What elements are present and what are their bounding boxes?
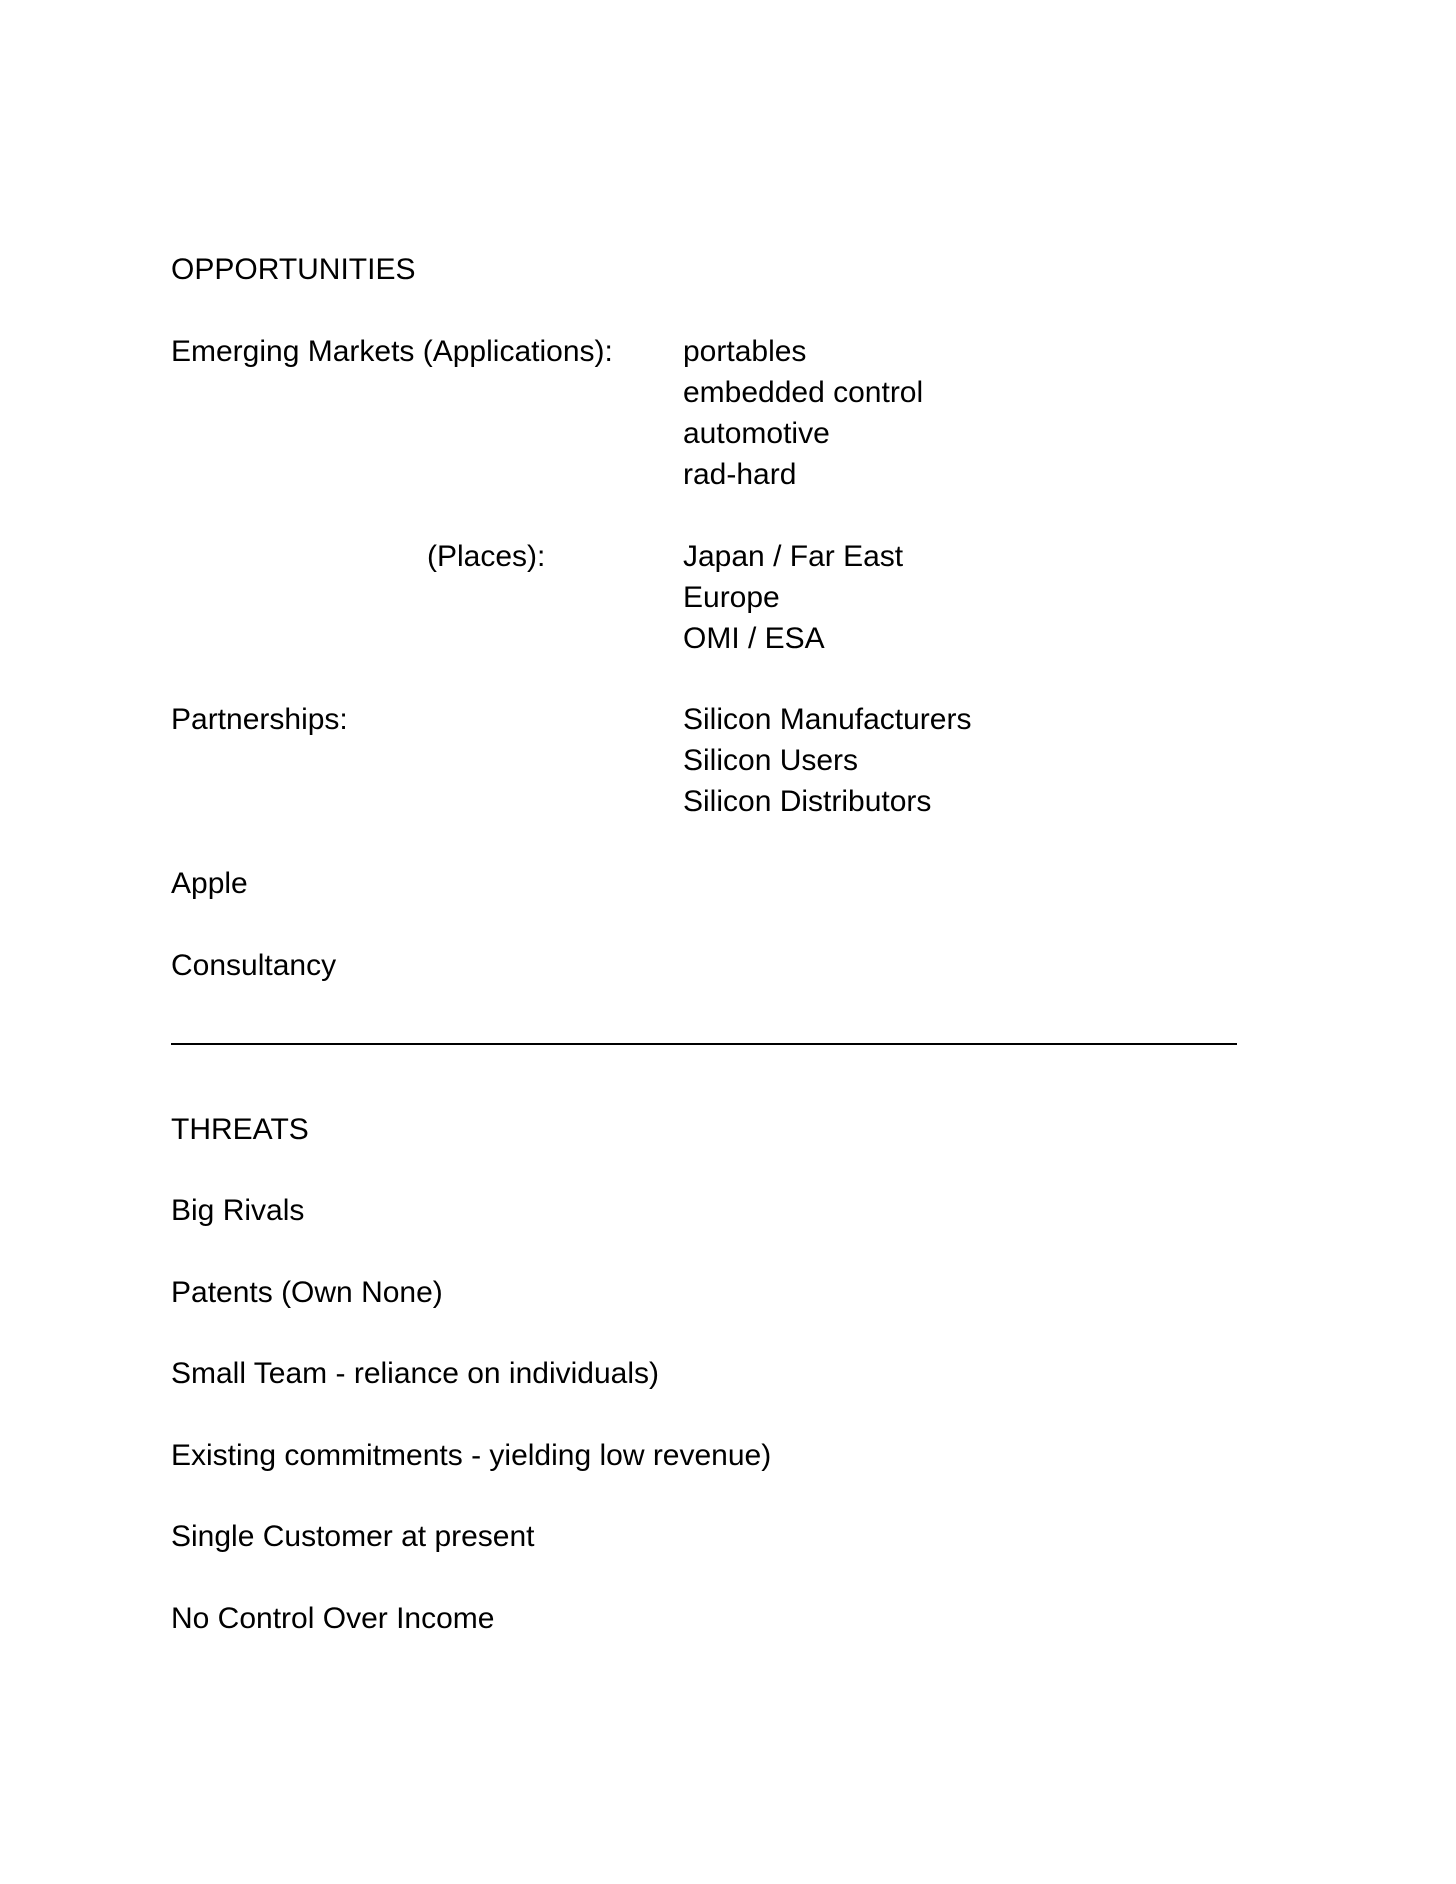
partnership-item: Silicon Distributors [683,785,932,818]
places-label: (Places): [427,540,546,573]
threat-item: Small Team - reliance on individuals) [171,1357,659,1390]
opportunities-heading: OPPORTUNITIES [171,253,416,286]
application-item: embedded control [683,376,924,409]
threat-item: Patents (Own None) [171,1276,443,1309]
application-item: portables [683,335,807,368]
place-item: Europe [683,581,780,614]
threat-item: No Control Over Income [171,1602,495,1635]
threats-heading: THREATS [171,1113,309,1146]
partnerships-label: Partnerships: [171,703,348,736]
application-item: rad-hard [683,458,797,491]
threat-item: Existing commitments - yielding low revenue) [171,1439,772,1472]
partnership-item: Silicon Users [683,744,859,777]
place-item: Japan / Far East [683,540,904,573]
apple-item: Apple [171,867,248,900]
partnership-item: Silicon Manufacturers [683,703,972,736]
threat-item: Single Customer at present [171,1520,535,1553]
section-divider [171,1043,1237,1045]
place-item: OMI / ESA [683,622,825,655]
threat-item: Big Rivals [171,1194,305,1227]
application-item: automotive [683,417,830,450]
consultancy-item: Consultancy [171,949,337,982]
emerging-markets-label: Emerging Markets (Applications): [171,335,613,368]
